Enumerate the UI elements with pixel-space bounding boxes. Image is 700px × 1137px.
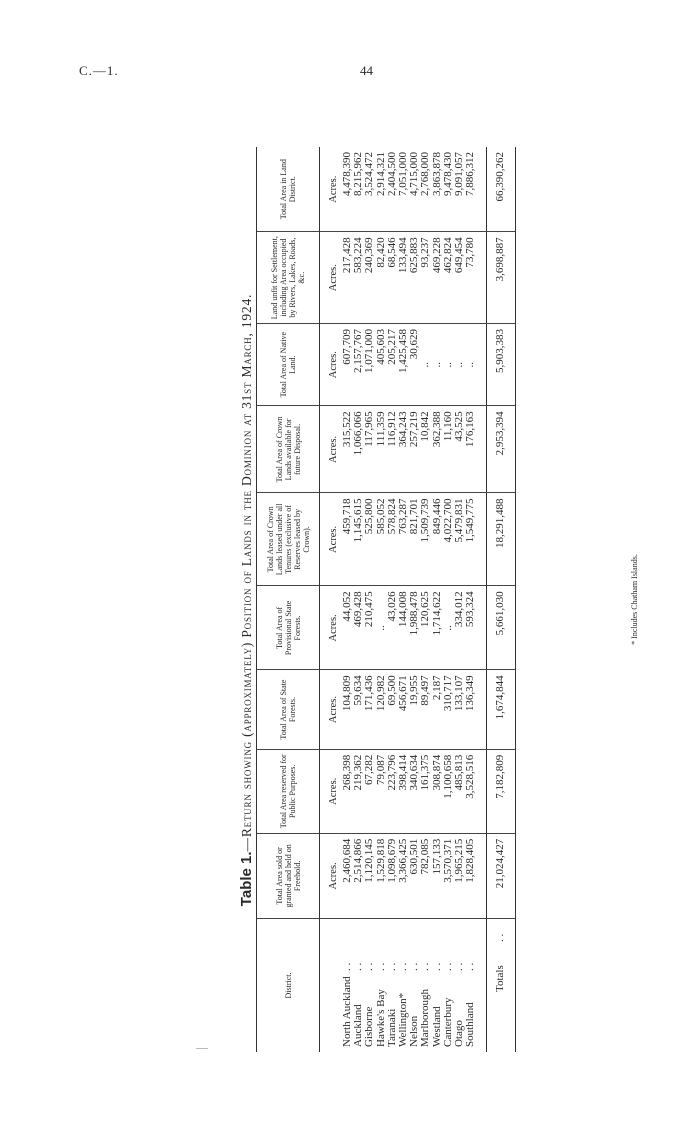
value-cell-provisional: 144,008 — [398, 586, 409, 670]
value-cell-provisional: 593,324 — [465, 586, 476, 670]
leader-dots: . . — [494, 933, 507, 942]
unit-label: Acres. — [320, 323, 341, 405]
total-cell-leased: 18,291,488 — [487, 493, 515, 586]
value-cell-state-forests: 69,500 — [387, 670, 398, 749]
value-cell-provisional: 1,988,478 — [409, 586, 420, 670]
total-cell-public: 7,182,809 — [487, 749, 515, 833]
value-cell-native: 405,603 — [376, 323, 387, 405]
value-cell-freehold: 1,098,679 — [387, 833, 398, 918]
value-cell-freehold: 630,501 — [409, 833, 420, 918]
unit-label: Acres. — [320, 232, 341, 324]
table-title-label: Table 1. — [238, 851, 255, 907]
total-cell-available: 2,953,394 — [487, 406, 515, 493]
value-cell-state-forests: 120,982 — [376, 670, 387, 749]
leader-dots: . . — [464, 962, 477, 971]
page-ref: C.—1. — [79, 63, 119, 78]
value-cell-state-forests: 19,955 — [409, 670, 420, 749]
value-cell-unfit: 73,780 — [465, 232, 476, 324]
value-cell-public: 67,282 — [364, 749, 375, 833]
value-cell-public: 268,398 — [340, 749, 353, 833]
value-cell-total: 2,768,000 — [420, 147, 431, 232]
value-cell-leased: 1,549,775 — [465, 493, 476, 586]
value-cell-provisional: 43,026 — [387, 586, 398, 670]
value-cell-public: 219,362 — [353, 749, 364, 833]
value-cell-available: 315,522 — [340, 406, 353, 493]
value-cell-available: 364,243 — [398, 406, 409, 493]
value-cell-unfit: 217,428 — [340, 232, 353, 324]
leader-dots: . . — [408, 962, 421, 971]
value-cell-unfit: 240,369 — [364, 232, 375, 324]
value-cell-unfit: 625,883 — [409, 232, 420, 324]
total-cell-freehold: 21,024,427 — [487, 833, 515, 918]
district-name: Gisborne — [363, 1006, 376, 1047]
unit-label: Acres. — [320, 670, 341, 749]
leader-dots: . . — [374, 962, 387, 971]
spacer-cell — [476, 670, 487, 749]
district-name: Nelson — [408, 1015, 421, 1047]
value-cell-total: 4,715,000 — [409, 147, 420, 232]
value-cell-freehold: 1,965,215 — [454, 833, 465, 918]
value-cell-leased: 525,800 — [364, 493, 375, 586]
district-name: Westland — [430, 1006, 443, 1047]
leader-dots: . . — [385, 962, 398, 971]
district-name: Wellington* — [397, 992, 410, 1047]
spacer-row — [476, 147, 487, 1052]
district-name: Hawke's Bay — [374, 989, 387, 1047]
page-margin-mark — [196, 1048, 208, 1049]
district-name: North Auckland — [341, 976, 353, 1047]
value-cell-public: 79,087 — [376, 749, 387, 833]
value-cell-provisional: 120,625 — [420, 586, 431, 670]
value-cell-freehold: 1,529,818 — [376, 833, 387, 918]
table-title — [238, 140, 255, 1060]
value-cell-total: 3,863,878 — [432, 147, 443, 232]
units-row — [320, 147, 341, 1052]
value-cell-freehold: 1,828,405 — [465, 833, 476, 918]
leader-dots: . . — [363, 962, 376, 971]
value-cell-available: 43,525 — [454, 406, 465, 493]
value-cell-total: 4,478,390 — [340, 147, 353, 232]
table-row — [432, 147, 443, 1052]
value-cell-freehold: 157,133 — [432, 833, 443, 918]
column-header: Land unfit for Settlement, including Area occupied by Rivers, Lakes, Roads, &c. — [257, 232, 320, 324]
value-cell-leased: 1,145,615 — [353, 493, 364, 586]
value-cell-public: 223,796 — [387, 749, 398, 833]
header-row — [257, 147, 320, 1052]
column-header: Total Area in Land District. — [257, 147, 320, 232]
district-name: Southland — [464, 1002, 477, 1047]
spacer-cell — [476, 833, 487, 918]
value-cell-total: 9,478,430 — [443, 147, 454, 232]
value-cell-unfit: 82,420 — [376, 232, 387, 324]
value-cell-available: 111,359 — [376, 406, 387, 493]
value-cell-public: 3,528,516 — [465, 749, 476, 833]
total-cell-unfit: 3,698,887 — [487, 232, 515, 324]
spacer-cell — [476, 586, 487, 670]
value-cell-total: 3,524,472 — [364, 147, 375, 232]
value-cell-public: 308,874 — [432, 749, 443, 833]
column-header: Total Area of State Forests. — [257, 670, 320, 749]
value-cell-state-forests: 310,717 — [443, 670, 454, 749]
spacer-cell — [476, 493, 487, 586]
leader-dots: . . — [419, 962, 432, 971]
column-header: Total Area reserved for Public Purposes. — [257, 749, 320, 833]
value-cell-freehold: 782,085 — [420, 833, 431, 918]
value-cell-provisional: .. — [443, 586, 454, 670]
value-cell-public: 340,634 — [409, 749, 420, 833]
value-cell-freehold: 3,570,371 — [443, 833, 454, 918]
value-cell-available: 116,912 — [387, 406, 398, 493]
spacer-cell — [476, 323, 487, 405]
value-cell-native: 2,157,767 — [353, 323, 364, 405]
value-cell-available: 257,219 — [409, 406, 420, 493]
value-cell-unfit: 133,494 — [398, 232, 409, 324]
value-cell-total: 8,215,962 — [353, 147, 364, 232]
unit-label: Acres. — [320, 833, 341, 918]
table-row — [465, 147, 476, 1052]
spacer-cell — [476, 147, 487, 232]
value-cell-state-forests: 59,634 — [353, 670, 364, 749]
value-cell-leased: 578,824 — [387, 493, 398, 586]
column-header: Total Area of Crown Lands leased under all Tenures (exclusive of Reserves leased by Crown). — [257, 493, 320, 586]
totals-row — [487, 147, 515, 1052]
value-cell-unfit: 93,237 — [420, 232, 431, 324]
value-cell-available: 1,066,066 — [353, 406, 364, 493]
totals-label-cell — [487, 919, 515, 1052]
land-position-table — [256, 147, 516, 1052]
value-cell-leased: 5,479,831 — [454, 493, 465, 586]
value-cell-available: 117,965 — [364, 406, 375, 493]
value-cell-leased: 1,509,739 — [420, 493, 431, 586]
value-cell-public: 161,375 — [420, 749, 431, 833]
column-header: Total Area of Crown Lands available for future Disposal. — [257, 406, 320, 493]
value-cell-public: 485,813 — [454, 749, 465, 833]
total-cell-total: 66,390,262 — [487, 147, 515, 232]
value-cell-native: 30,629 — [409, 323, 420, 405]
value-cell-unfit: 649,454 — [454, 232, 465, 324]
value-cell-available: 10,842 — [420, 406, 431, 493]
district-name: Marlborough — [419, 988, 432, 1047]
column-header: Total Area sold or granted and held on Freehold. — [257, 833, 320, 918]
unit-label: Acres. — [320, 586, 341, 670]
value-cell-total: 2,914,321 — [376, 147, 387, 232]
spacer-cell — [476, 232, 487, 324]
column-header: Total Area of Provisional State Forests. — [257, 586, 320, 670]
value-cell-leased: 459,718 — [340, 493, 353, 586]
table-title-text: —Return showing (approximately) Position of Lands in the Dominion at 31st March, 1924. — [239, 293, 254, 852]
value-cell-unfit: 462,824 — [443, 232, 454, 324]
district-cell — [364, 919, 375, 1052]
value-cell-provisional: .. — [376, 586, 387, 670]
totals-label: Totals — [494, 965, 507, 992]
unit-label: Acres. — [320, 147, 341, 232]
value-cell-leased: 585,052 — [376, 493, 387, 586]
value-cell-total: 9,091,057 — [454, 147, 465, 232]
value-cell-native: 1,425,458 — [398, 323, 409, 405]
value-cell-provisional: 210,475 — [364, 586, 375, 670]
value-cell-leased: 763,287 — [398, 493, 409, 586]
leader-dots: . . — [430, 962, 443, 971]
value-cell-public: 1,100,658 — [443, 749, 454, 833]
unit-label: Acres. — [320, 493, 341, 586]
value-cell-native: 205,217 — [387, 323, 398, 405]
value-cell-provisional: 44,052 — [340, 586, 353, 670]
district-cell — [420, 919, 431, 1052]
value-cell-provisional: 1,714,622 — [432, 586, 443, 670]
table-row — [364, 147, 375, 1052]
value-cell-unfit: 469,228 — [432, 232, 443, 324]
value-cell-native: 607,709 — [340, 323, 353, 405]
value-cell-provisional: 334,012 — [454, 586, 465, 670]
value-cell-state-forests: 89,497 — [420, 670, 431, 749]
value-cell-state-forests: 104,809 — [340, 670, 353, 749]
value-cell-state-forests: 133,107 — [454, 670, 465, 749]
value-cell-freehold: 2,460,684 — [340, 833, 353, 918]
district-name: Canterbury — [441, 997, 454, 1047]
value-cell-unfit: 583,224 — [353, 232, 364, 324]
value-cell-native: .. — [432, 323, 443, 405]
value-cell-available: 11,160 — [443, 406, 454, 493]
value-cell-available: 176,163 — [465, 406, 476, 493]
column-header: District. — [257, 919, 320, 1052]
value-cell-native: .. — [454, 323, 465, 405]
page-number: 44 — [360, 63, 373, 78]
total-cell-state-forests: 1,674,844 — [487, 670, 515, 749]
spacer-cell — [476, 406, 487, 493]
value-cell-native: .. — [443, 323, 454, 405]
value-cell-leased: 849,446 — [432, 493, 443, 586]
value-cell-provisional: 469,428 — [353, 586, 364, 670]
value-cell-available: 362,388 — [432, 406, 443, 493]
value-cell-unfit: 68,546 — [387, 232, 398, 324]
spacer-cell — [476, 919, 487, 1052]
spacer-cell — [476, 749, 487, 833]
leader-dots: . . — [397, 962, 410, 971]
value-cell-leased: 4,022,700 — [443, 493, 454, 586]
value-cell-state-forests: 456,671 — [398, 670, 409, 749]
value-cell-total: 7,051,000 — [398, 147, 409, 232]
total-cell-provisional: 5,661,030 — [487, 586, 515, 670]
column-header: Total Area of Native Land. — [257, 323, 320, 405]
leader-dots: . . — [341, 962, 353, 971]
unit-label: Acres. — [320, 406, 341, 493]
value-cell-native: .. — [465, 323, 476, 405]
district-name: Otago — [453, 1020, 466, 1047]
value-cell-total: 7,886,312 — [465, 147, 476, 232]
district-name: Auckland — [352, 1004, 365, 1047]
value-cell-native: 1,071,000 — [364, 323, 375, 405]
district-cell — [465, 919, 476, 1052]
leader-dots: . . — [352, 962, 365, 971]
value-cell-native: .. — [420, 323, 431, 405]
table-row — [420, 147, 431, 1052]
leader-dots: . . — [441, 962, 454, 971]
value-cell-leased: 821,701 — [409, 493, 420, 586]
leader-dots: . . — [453, 962, 466, 971]
unit-label: Acres. — [320, 749, 341, 833]
value-cell-total: 2,404,500 — [387, 147, 398, 232]
total-cell-native: 5,903,383 — [487, 323, 515, 405]
value-cell-state-forests: 136,349 — [465, 670, 476, 749]
value-cell-state-forests: 171,436 — [364, 670, 375, 749]
units-spacer — [320, 919, 341, 1052]
rotated-table-block — [238, 140, 668, 1060]
value-cell-freehold: 1,120,145 — [364, 833, 375, 918]
table-footnote: * Includes Chatham Islands. — [630, 554, 639, 645]
value-cell-state-forests: 2,187 — [432, 670, 443, 749]
value-cell-freehold: 3,366,425 — [398, 833, 409, 918]
value-cell-freehold: 2,514,866 — [353, 833, 364, 918]
value-cell-public: 398,414 — [398, 749, 409, 833]
district-name: Taranaki — [385, 1008, 398, 1047]
